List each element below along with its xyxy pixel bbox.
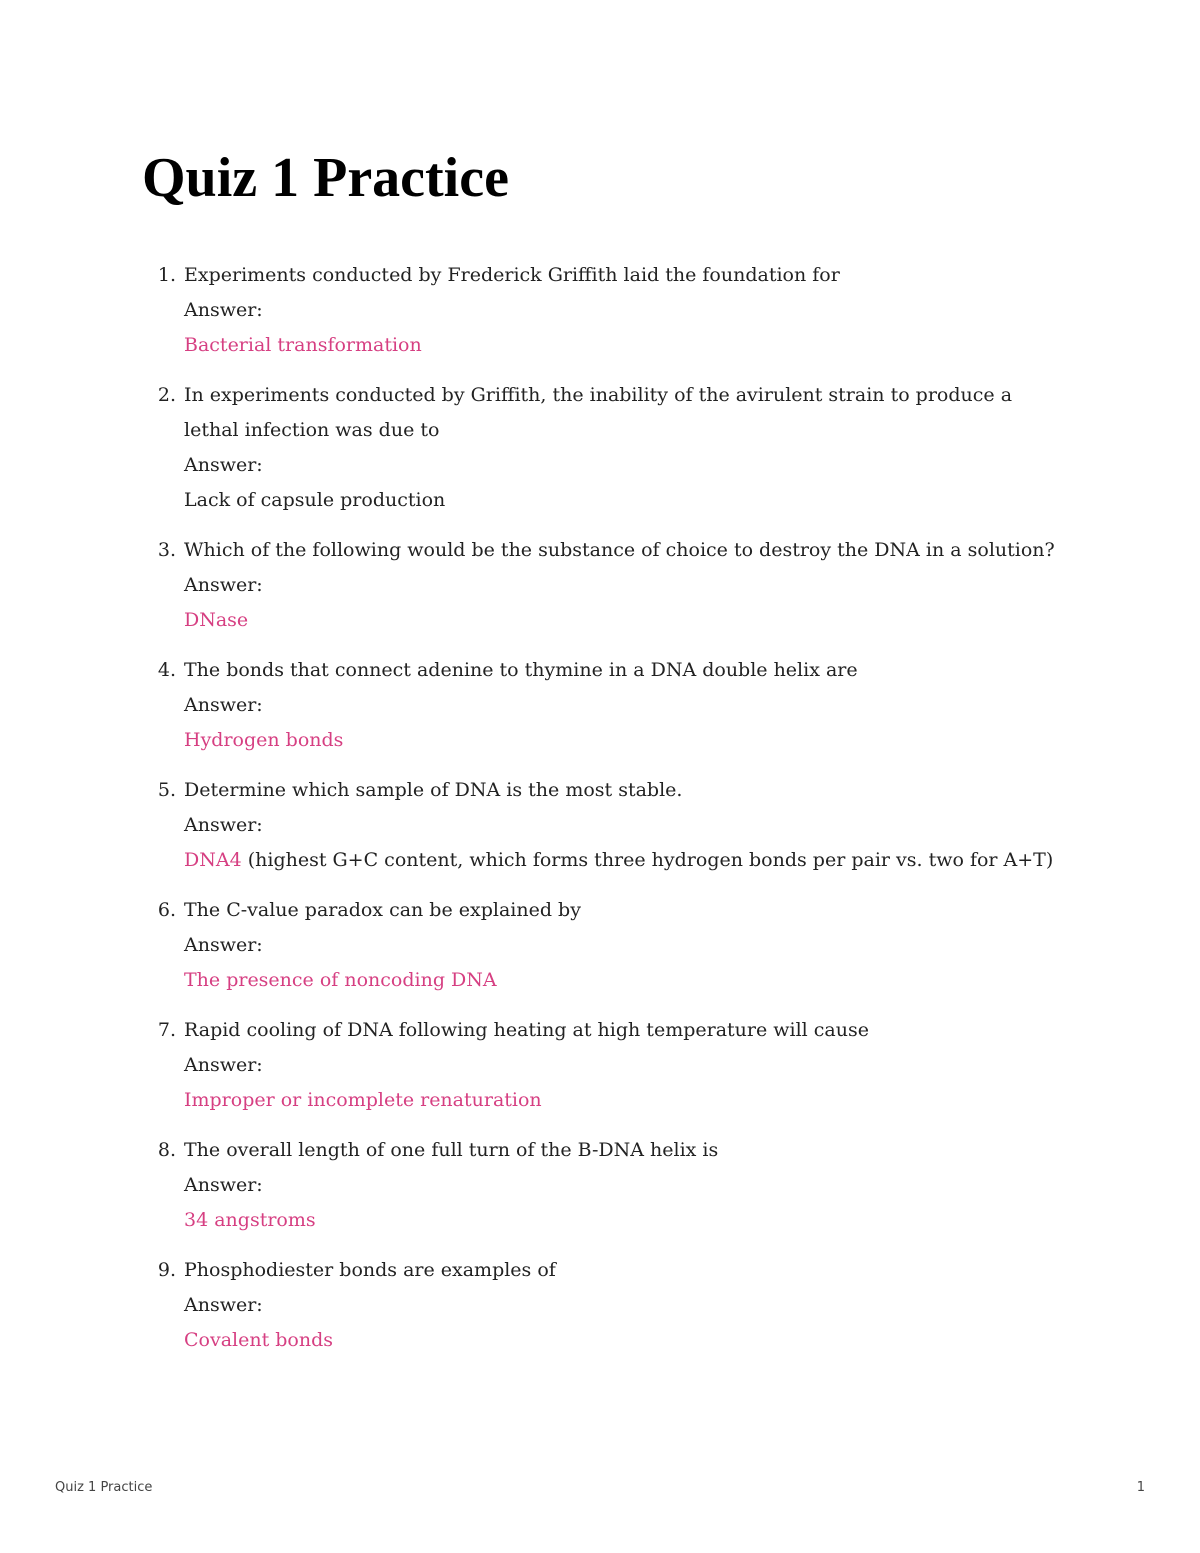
answer-text: Lack of capsule production <box>184 489 446 511</box>
question-number: 8. <box>157 1139 176 1161</box>
answer-line <box>184 603 1060 638</box>
question-item <box>0 893 1200 998</box>
question-item <box>0 1013 1200 1118</box>
answer-line <box>184 1083 1060 1118</box>
answer-line <box>184 843 1060 878</box>
question-number: 9. <box>157 1259 176 1281</box>
question-item <box>0 1253 1200 1358</box>
question-text: The C-value paradox can be explained by <box>184 899 581 921</box>
question-text: Determine which sample of DNA is the most stable. <box>184 779 683 801</box>
answer-label: Answer: <box>184 814 263 836</box>
question-number: 6. <box>157 899 176 921</box>
question-number: 3. <box>157 539 176 561</box>
answer-label: Answer: <box>184 574 263 596</box>
answer-text: Improper or incomplete renaturation <box>184 1089 542 1111</box>
answer-line <box>184 483 1060 518</box>
footer-title: Quiz 1 Practice <box>55 1480 153 1495</box>
answer-label: Answer: <box>184 299 263 321</box>
answer-label: Answer: <box>184 934 263 956</box>
question-item <box>0 378 1200 518</box>
question-text: Experiments conducted by Frederick Griffith laid the foundation for <box>184 264 840 286</box>
answer-label: Answer: <box>184 1294 263 1316</box>
answer-line <box>184 1203 1060 1238</box>
question-number: 5. <box>157 779 176 801</box>
question-item <box>0 1133 1200 1238</box>
question-number: 1. <box>157 264 176 286</box>
question-number: 7. <box>157 1019 176 1041</box>
answer-line <box>184 723 1060 758</box>
answer-label: Answer: <box>184 454 263 476</box>
answer-line <box>184 328 1060 363</box>
answer-text: Bacterial transformation <box>184 334 422 356</box>
question-number: 2. <box>157 384 176 406</box>
answer-text: The presence of noncoding DNA <box>184 969 497 991</box>
question-number: 4. <box>157 659 176 681</box>
question-item <box>0 258 1200 363</box>
footer-page-number: 1 <box>1136 1480 1145 1495</box>
answer-label: Answer: <box>184 694 263 716</box>
answer-line <box>184 1323 1060 1358</box>
answer-text: Hydrogen bonds <box>184 729 344 751</box>
question-text: The bonds that connect adenine to thymine in a DNA double helix are <box>184 659 858 681</box>
answer-text: DNA4 <box>184 849 242 871</box>
answer-note: (highest G+C content, which forms three hydrogen bonds per pair vs. two for A+T) <box>241 849 1054 871</box>
answer-text: 34 angstroms <box>184 1209 316 1231</box>
answer-label: Answer: <box>184 1054 263 1076</box>
page-title: Quiz 1 Practice <box>142 147 509 209</box>
answer-label: Answer: <box>184 1174 263 1196</box>
question-item <box>0 533 1200 638</box>
question-text: In experiments conducted by Griffith, the inability of the avirulent strain to produce a lethal infection was due to <box>184 384 1013 441</box>
answer-text: DNase <box>184 609 249 631</box>
question-item <box>0 653 1200 758</box>
answer-line <box>184 963 1060 998</box>
answer-text: Covalent bonds <box>184 1329 334 1351</box>
question-text: The overall length of one full turn of the B-DNA helix is <box>184 1139 719 1161</box>
question-text: Rapid cooling of DNA following heating at high temperature will cause <box>184 1019 869 1041</box>
question-list <box>0 258 1200 1373</box>
question-text: Phosphodiester bonds are examples of <box>184 1259 556 1281</box>
question-item <box>0 773 1200 878</box>
question-text: Which of the following would be the substance of choice to destroy the DNA in a solution? <box>184 539 1055 561</box>
